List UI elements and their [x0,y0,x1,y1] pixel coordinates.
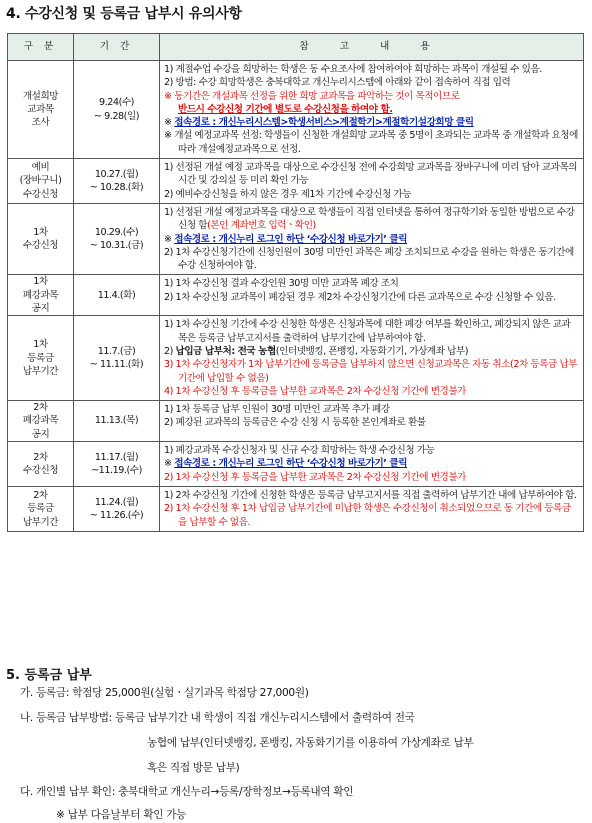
note-line [164,116,578,129]
row-notes [160,203,584,274]
note-line [164,233,578,246]
note-line [164,188,578,201]
note-line [164,129,578,156]
header-category: 구 분 [8,34,74,61]
table-row-second-registration [8,442,584,487]
note-text: 3) 1차 수강신청자가 1차 납부기간에 등록금을 납부하지 않으면 신청교과목은 자동 취소(2차 등록금 납부기간에 납입할 수 없음) [164,359,578,384]
note-text: 1) 선정된 개설 예정 교과목을 대상으로 수강신청 전에 수강희망 교과목을 장바구니에 미리 담아 교과목의 시간 및 강의실 등 미리 확인 가능 [164,162,578,187]
note-line [164,358,578,385]
note-text: 2) 예비수강신청을 하지 않은 경우 제1차 기간에 수강신청 가능 [164,188,412,200]
row-notes [160,275,584,316]
fee-line-check: 다. 개인별 납부 확인: 충북대학교 개신누리→등록/장학정보→등록내역 확인 [20,786,354,798]
row-category: 개설희망 교과목 조사 [8,61,74,159]
note-text: 2) 1차 수강신청기간에 신청인원이 30명 미만인 과목은 폐강 조치되므로 수강을 원하는 학생은 동기간에 수강 신청하여야 함. [164,246,574,272]
note-text: (본인 계좌번호 입력ㆍ확인) [207,220,316,232]
schedule-rows [8,61,584,532]
row-category: 1차 폐강과목 공지 [8,275,74,316]
note-text: 1) 1차 수강신청 기간에 수강 신청한 학생은 신청과목에 대한 폐강 여부를 확인하고, 폐강되지 않은 교과목은 등록금 납부고지서를 출력하여 납부기간에 납부하여야 함. [164,319,571,344]
row-period: 11.13.(목) [74,401,160,442]
header-period: 기 간 [74,34,160,61]
note-text: 2) 1차 수강신청 후 1차 납입금 납부기간에 미납한 학생은 수강신청이 취소되었으므로 동 기간에 등록금을 납부할 수 없음. [164,503,571,528]
row-period: 10.27.(월) ~ 10.28.(화) [74,159,160,204]
note-text: 2) 1차 수강신청 교과목이 폐강된 경우 제2차 수강신청기간에 다른 교과목으로 수강 신청할 수 있음. [164,291,556,303]
note-text: 2) 1차 수강신청 후 등록금을 납부한 교과목은 2차 수강신청 기간에 변경불가 [164,471,466,483]
row-category: 1차 수강신청 [8,203,74,274]
note-text: 1) 폐강교과목 수강신청자 및 신규 수강 희망하는 학생 수강신청 가능 [164,445,435,457]
row-period: 11.24.(월) ~ 11.26.(수) [74,486,160,531]
table-row-first-cancel-notice [8,275,584,316]
note-line [164,345,578,358]
table-row-pre-registration [8,159,584,204]
note-line [164,318,578,345]
note-line [164,76,578,89]
table-row-first-payment [8,316,584,401]
note-text: 반드시 수강신청 기간에 별도로 수강신청을 하여야 함. [178,103,393,115]
note-text: 2) [164,345,176,357]
note-text: ※ [164,117,175,129]
note-line [164,246,578,273]
section4-title: 4. 수강신청 및 등록금 납부시 유의사항 [6,6,242,22]
fee-line-method: 나. 등록금 납부방법: 등록금 납부기간 내 학생이 직접 개신누리시스템에서 출력하여 전국 [20,712,415,724]
table-row-second-cancel-notice [8,401,584,442]
note-text: ※ 동기간은 개설과목 선정을 위한 희망 교과목을 파악하는 것이 목적이므로 [164,90,460,102]
fee-line-method-cont2: 혹은 직접 방문 납부) [147,762,240,774]
note-text: 접속경로 : 개신누리 로그인 하단 ‘수강신청 바로가기’ 클릭 [174,233,408,245]
note-line [164,63,578,76]
table-row-survey [8,61,584,159]
note-line [164,416,578,429]
note-text: 접속경로 : 개신누리시스템>학생서비스>계절학기>계절학기설강희망 클릭 [174,117,474,129]
note-text: 4) 1차 수강신청 후 등록금을 납부한 교과목은 2차 수강신청 기간에 변경불가 [164,385,466,397]
note-line [164,403,578,416]
note-text: 2) 방법: 수강 희망학생은 충북대학교 개신누리시스템에 아래와 같이 접속하여 직접 입력 [164,77,511,89]
note-line [164,291,578,304]
row-category: 2차 폐강과목 공지 [8,401,74,442]
row-period: 10.29.(수) ~ 10.31.(금) [74,203,160,274]
row-category: 예비 (장바구니) 수강신청 [8,159,74,204]
row-notes [160,442,584,487]
note-text: 1) 계절수업 수강을 희망하는 학생은 동 수요조사에 참여하여야 희망하는 과목이 개설될 수 있음. [164,64,542,75]
note-line [164,444,578,457]
row-notes [160,316,584,401]
note-text: 2) 폐강된 교과목의 등록금은 수강 신청 시 등록한 본인계좌로 환불 [164,417,426,429]
section5-title: 5. 등록금 납부 [6,668,92,683]
row-period: 11.7.(금) ~ 11.11.(화) [74,316,160,401]
note-text: ※ 개설 예정교과목 선정: 학생들이 신청한 개설희망 교과목 중 5명이 초과되는 교과목 중 개설학과 요청에 따라 개설예정교과목으로 선정. [164,130,578,155]
note-text: ※ [164,458,175,470]
note-text: 1) 1차 수강신청 결과 수강인원 30명 미만 교과목 폐강 조치 [164,278,399,290]
note-line [164,277,578,290]
row-period: 9.24(수) ~ 9.28(일) [74,61,160,159]
note-line [164,457,578,470]
table-row-first-registration [8,203,584,274]
row-notes [160,61,584,159]
row-category: 2차 수강신청 [8,442,74,487]
row-notes [160,486,584,531]
note-text: 1) 선정된 개설 예정교과목을 대상으로 학생들이 직접 인터넷을 통하여 정규학기와 동일한 방법으로 수강신청 함 [164,206,575,232]
fee-line-method-cont1: 농협에 납부(인터넷뱅킹, 폰뱅킹, 자동화기기를 이용하여 가상계좌로 납부 [147,737,474,749]
row-period: 11.17.(월) ~11.19.(수) [74,442,160,487]
note-text: 1) 2차 수강신청 기간에 신청한 학생은 등록금 납부고지서를 직접 출력하여 납부기간 내에 납부하여야 함. [164,489,577,501]
note-text: 접속경로 : 개신누리 로그인 하단 ‘수강신청 바로가기’ 클릭 [174,458,408,470]
header-notes: 참 고 내 용 [160,34,584,61]
note-text: 납입금 납부처: 전국 농협 [175,345,276,357]
row-notes [160,159,584,204]
row-category: 2차 등록금 납부기간 [8,486,74,531]
note-line [164,206,578,233]
note-line [164,90,578,103]
note-text: ※ [164,233,175,245]
note-line [164,489,578,502]
note-line [164,103,578,116]
table-row-second-payment [8,486,584,531]
row-notes [160,401,584,442]
table-header-row [8,34,584,61]
note-text: (인터넷뱅킹, 폰뱅킹, 자동화기기, 가상계좌 납부) [275,345,469,357]
note-line [164,385,578,398]
note-line [164,471,578,484]
row-period: 11.4.(화) [74,275,160,316]
registration-schedule-table [7,33,584,532]
fee-line-note: ※ 납부 다음날부터 확인 가능 [56,809,187,821]
note-text: 1) 1차 등록금 납부 인원이 30명 미만인 교과목 추가 폐강 [164,404,390,416]
row-category: 1차 등록금 납부기간 [8,316,74,401]
fee-line-amount: 가. 등록금: 학점당 25,000원(실험ㆍ실기과목 학점당 27,000원) [20,687,309,699]
note-line [164,161,578,188]
note-line [164,502,578,529]
